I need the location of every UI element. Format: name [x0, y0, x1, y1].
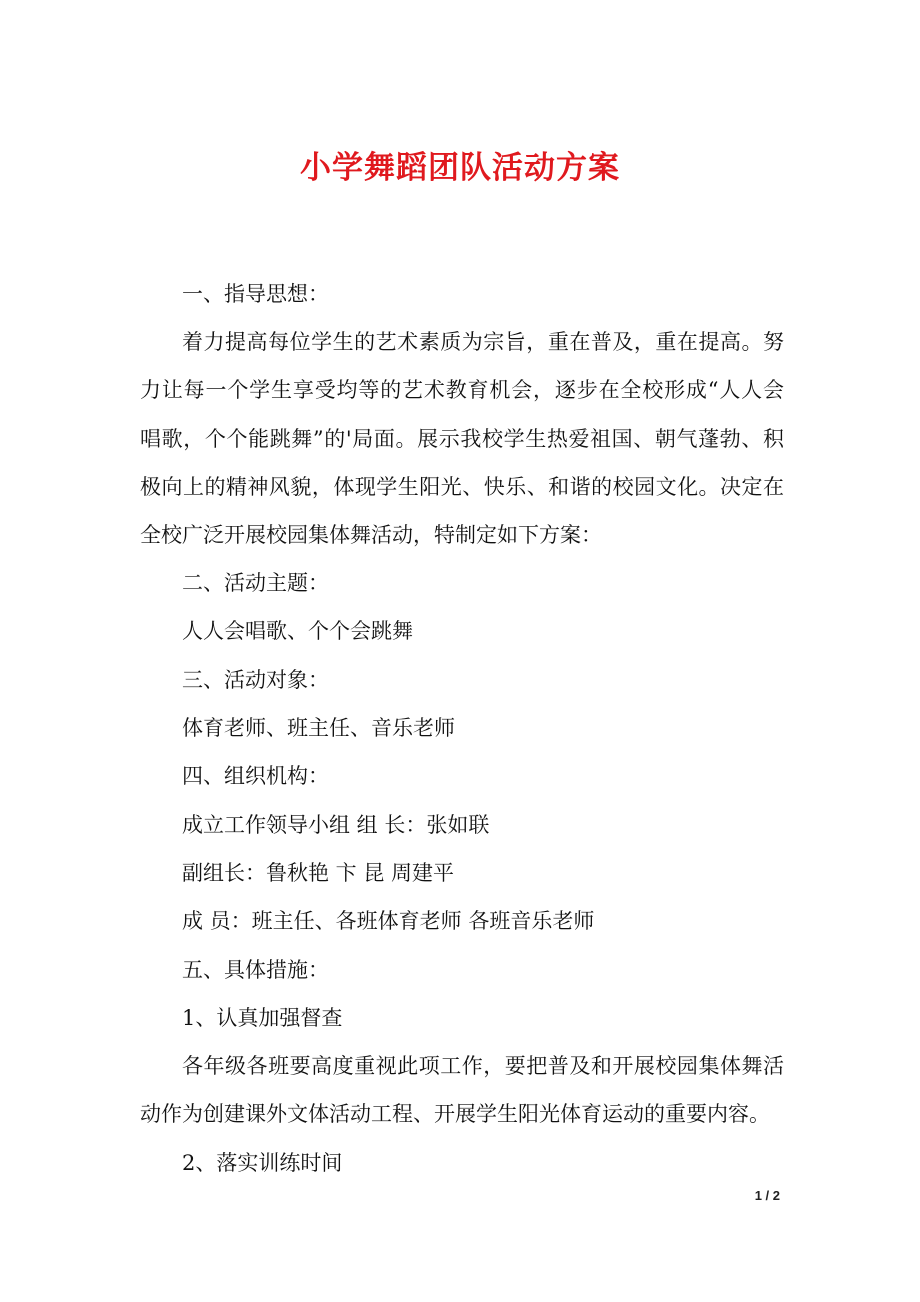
paragraph-line: 全校广泛开展校园集体舞活动，特制定如下方案： [140, 523, 602, 547]
measure-2-title: 2、落实训练时间 [182, 1151, 343, 1175]
paragraph-line: 着力提高每位学生的艺术素质为宗旨，重在普及，重在提高。努 [182, 330, 784, 354]
activity-theme-text: 人人会唱歌、个个会跳舞 [182, 619, 413, 643]
document-title: 小学舞蹈团队活动方案 [300, 150, 620, 186]
heading-activity-target: 三、活动对象： [182, 668, 329, 692]
organization-deputy: 副组长：鲁秋艳 卞 昆 周建平 [182, 861, 455, 885]
paragraph-line: 各年级各班要高度重视此项工作，要把普及和开展校园集体舞活 [182, 1054, 784, 1078]
page-number: 1 / 2 [754, 1188, 780, 1203]
measure-1-title: 1、认真加强督查 [182, 1006, 343, 1030]
paragraph-line: 极向上的精神风貌，体现学生阳光、快乐、和谐的校园文化。决定在 [140, 475, 784, 499]
organization-leader: 成立工作领导小组 组 长：张如联 [182, 813, 490, 837]
paragraph-line: 动作为创建课外文体活动工程、开展学生阳光体育运动的重要内容。 [140, 1102, 770, 1126]
heading-activity-theme: 二、活动主题： [182, 571, 329, 595]
organization-members: 成 员：班主任、各班体育老师 各班音乐老师 [182, 909, 595, 933]
activity-target-text: 体育老师、班主任、音乐老师 [182, 716, 455, 740]
heading-measures: 五、具体措施： [182, 958, 329, 982]
paragraph-line: 力让每一个学生享受均等的艺术教育机会，逐步在全校形成“人人会 [140, 378, 784, 402]
heading-organization: 四、组织机构： [182, 764, 329, 788]
paragraph-line: 唱歌，个个能跳舞”的'局面。展示我校学生热爱祖国、朝气蓬勃、积 [140, 427, 784, 451]
heading-guiding-ideology: 一、指导思想： [182, 282, 329, 306]
